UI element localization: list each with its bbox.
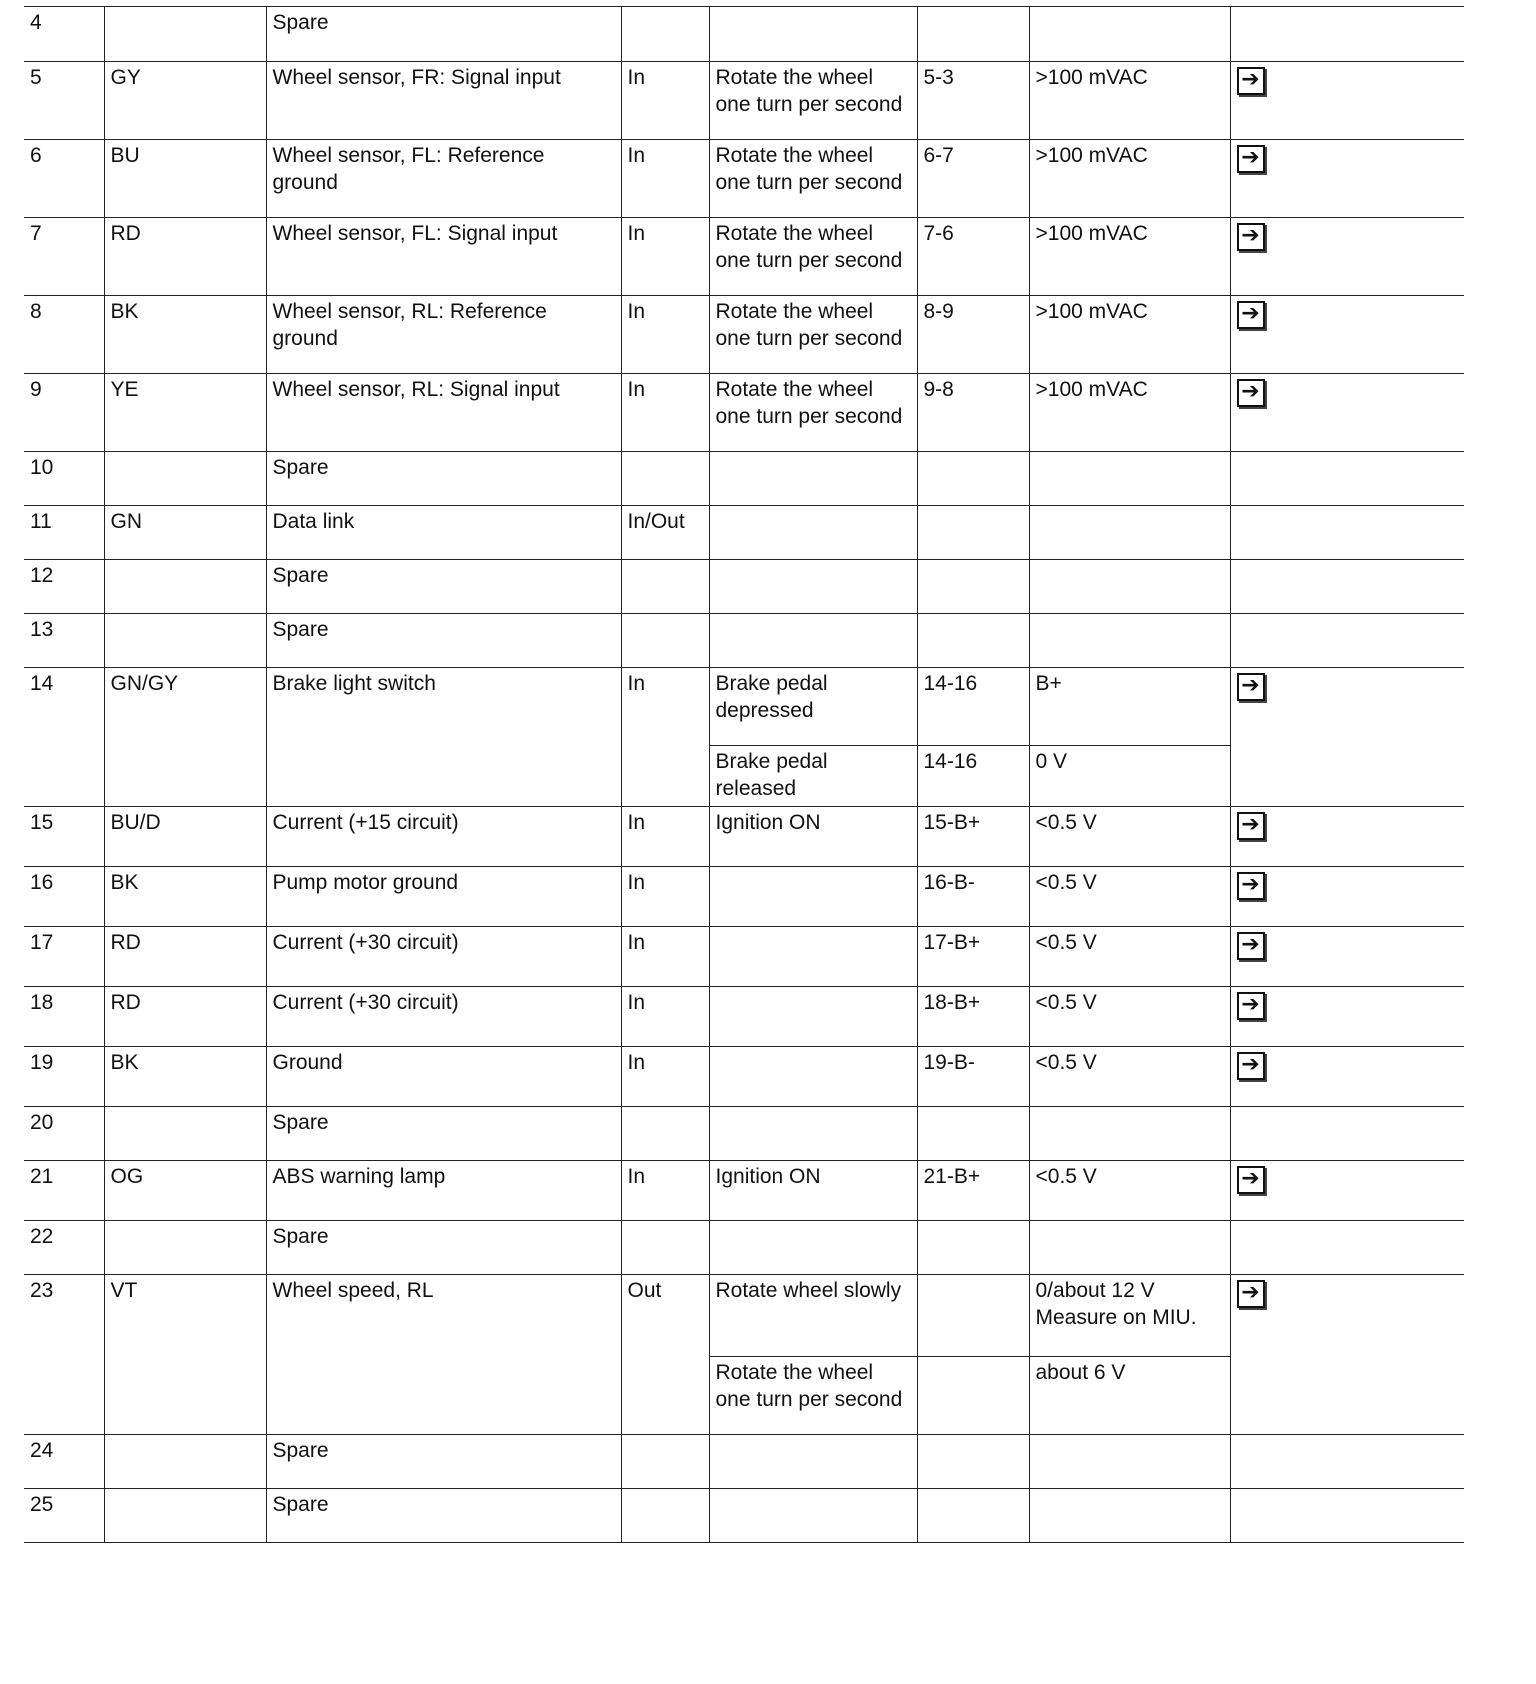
arrow-right-icon[interactable]: ➔ bbox=[1237, 145, 1265, 173]
function-cell: Spare bbox=[266, 7, 621, 62]
arrow-right-icon[interactable]: ➔ bbox=[1237, 1052, 1265, 1080]
arrow-right-icon[interactable]: ➔ bbox=[1237, 992, 1265, 1020]
table-row bbox=[24, 1047, 1464, 1107]
pin-number-cell: 25 bbox=[24, 1489, 104, 1543]
wire-color-cell bbox=[104, 614, 266, 668]
measure-points-cell: 14-16 bbox=[917, 668, 1029, 746]
value-cell: <0.5 V bbox=[1029, 867, 1230, 927]
pin-table-page bbox=[24, 6, 1464, 1543]
direction-cell bbox=[621, 7, 709, 62]
table-row bbox=[24, 927, 1464, 987]
function-cell: Spare bbox=[266, 1435, 621, 1489]
function-cell: ABS warning lamp bbox=[266, 1161, 621, 1221]
condition-cell: Rotate wheel slowly bbox=[709, 1275, 917, 1357]
arrow-right-icon[interactable]: ➔ bbox=[1237, 301, 1265, 329]
direction-cell: In bbox=[621, 927, 709, 987]
measure-points-cell bbox=[917, 506, 1029, 560]
condition-cell: Rotate the wheel one turn per second bbox=[709, 62, 917, 140]
direction-cell: In bbox=[621, 374, 709, 452]
value-cell bbox=[1029, 560, 1230, 614]
measure-points-cell: 14-16 bbox=[917, 746, 1029, 807]
pin-number-cell: 7 bbox=[24, 218, 104, 296]
reference-cell bbox=[1230, 452, 1464, 506]
value-cell bbox=[1029, 1221, 1230, 1275]
reference-cell bbox=[1230, 1489, 1464, 1543]
wire-color-cell: BK bbox=[104, 1047, 266, 1107]
function-cell: Wheel speed, RL bbox=[266, 1275, 621, 1435]
condition-cell bbox=[709, 1221, 917, 1275]
condition-cell: Brake pedal depressed bbox=[709, 668, 917, 746]
table-row bbox=[24, 1275, 1464, 1357]
table-row bbox=[24, 614, 1464, 668]
measure-points-cell: 8-9 bbox=[917, 296, 1029, 374]
function-cell: Current (+15 circuit) bbox=[266, 807, 621, 867]
table-row bbox=[24, 62, 1464, 140]
direction-cell bbox=[621, 1221, 709, 1275]
function-cell: Spare bbox=[266, 452, 621, 506]
function-cell: Spare bbox=[266, 560, 621, 614]
reference-cell bbox=[1230, 560, 1464, 614]
direction-cell: In bbox=[621, 140, 709, 218]
reference-cell bbox=[1230, 374, 1464, 452]
reference-cell bbox=[1230, 614, 1464, 668]
wire-color-cell: BU/D bbox=[104, 807, 266, 867]
condition-cell: Brake pedal released bbox=[709, 746, 917, 807]
measure-points-cell bbox=[917, 1275, 1029, 1357]
direction-cell bbox=[621, 614, 709, 668]
reference-cell bbox=[1230, 62, 1464, 140]
measure-points-cell: 18-B+ bbox=[917, 987, 1029, 1047]
value-cell bbox=[1029, 506, 1230, 560]
wire-color-cell bbox=[104, 1435, 266, 1489]
wire-color-cell bbox=[104, 7, 266, 62]
condition-cell: Rotate the wheel one turn per second bbox=[709, 140, 917, 218]
measure-points-cell bbox=[917, 614, 1029, 668]
value-cell: <0.5 V bbox=[1029, 807, 1230, 867]
condition-cell bbox=[709, 614, 917, 668]
table-row bbox=[24, 140, 1464, 218]
value-cell: >100 mVAC bbox=[1029, 140, 1230, 218]
direction-cell: In bbox=[621, 807, 709, 867]
value-cell: 0/about 12 V Measure on MIU. bbox=[1029, 1275, 1230, 1357]
condition-cell: Rotate the wheel one turn per second bbox=[709, 374, 917, 452]
measure-points-cell: 21-B+ bbox=[917, 1161, 1029, 1221]
measure-points-cell: 17-B+ bbox=[917, 927, 1029, 987]
measure-points-cell: 15-B+ bbox=[917, 807, 1029, 867]
condition-cell bbox=[709, 452, 917, 506]
condition-cell: Ignition ON bbox=[709, 1161, 917, 1221]
value-cell bbox=[1029, 7, 1230, 62]
function-cell: Wheel sensor, FR: Signal input bbox=[266, 62, 621, 140]
value-cell: <0.5 V bbox=[1029, 1161, 1230, 1221]
arrow-right-icon[interactable]: ➔ bbox=[1237, 223, 1265, 251]
reference-cell bbox=[1230, 218, 1464, 296]
function-cell: Wheel sensor, FL: Reference ground bbox=[266, 140, 621, 218]
table-row bbox=[24, 1435, 1464, 1489]
wire-color-cell bbox=[104, 1489, 266, 1543]
arrow-right-icon[interactable]: ➔ bbox=[1237, 673, 1265, 701]
arrow-right-icon[interactable]: ➔ bbox=[1237, 67, 1265, 95]
function-cell: Spare bbox=[266, 1489, 621, 1543]
pin-number-cell: 10 bbox=[24, 452, 104, 506]
reference-cell bbox=[1230, 140, 1464, 218]
table-row bbox=[24, 1489, 1464, 1543]
reference-cell bbox=[1230, 1275, 1464, 1435]
pin-number-cell: 9 bbox=[24, 374, 104, 452]
condition-cell: Ignition ON bbox=[709, 807, 917, 867]
direction-cell bbox=[621, 1489, 709, 1543]
value-cell bbox=[1029, 1435, 1230, 1489]
value-cell: <0.5 V bbox=[1029, 927, 1230, 987]
value-cell bbox=[1029, 452, 1230, 506]
condition-cell: Rotate the wheel one turn per second bbox=[709, 1357, 917, 1435]
pin-number-cell: 8 bbox=[24, 296, 104, 374]
direction-cell: In bbox=[621, 1047, 709, 1107]
reference-cell bbox=[1230, 807, 1464, 867]
measure-points-cell bbox=[917, 1357, 1029, 1435]
pin-number-cell: 11 bbox=[24, 506, 104, 560]
measure-points-cell bbox=[917, 560, 1029, 614]
condition-cell bbox=[709, 1435, 917, 1489]
wire-color-cell: GY bbox=[104, 62, 266, 140]
wire-color-cell: GN bbox=[104, 506, 266, 560]
arrow-right-icon[interactable]: ➔ bbox=[1237, 812, 1265, 840]
measure-points-cell: 16-B- bbox=[917, 867, 1029, 927]
wire-color-cell: YE bbox=[104, 374, 266, 452]
wire-color-cell: RD bbox=[104, 927, 266, 987]
direction-cell: In bbox=[621, 1161, 709, 1221]
pin-number-cell: 22 bbox=[24, 1221, 104, 1275]
table-row bbox=[24, 452, 1464, 506]
wire-color-cell bbox=[104, 560, 266, 614]
condition-cell bbox=[709, 506, 917, 560]
measure-points-cell: 7-6 bbox=[917, 218, 1029, 296]
wire-color-cell: RD bbox=[104, 218, 266, 296]
reference-cell bbox=[1230, 1107, 1464, 1161]
condition-cell: Rotate the wheel one turn per second bbox=[709, 218, 917, 296]
table-row bbox=[24, 560, 1464, 614]
measure-points-cell bbox=[917, 1435, 1029, 1489]
value-cell bbox=[1029, 1489, 1230, 1543]
wire-color-cell: BK bbox=[104, 867, 266, 927]
pin-number-cell: 20 bbox=[24, 1107, 104, 1161]
table-row bbox=[24, 1221, 1464, 1275]
arrow-right-icon[interactable]: ➔ bbox=[1237, 872, 1265, 900]
reference-cell bbox=[1230, 987, 1464, 1047]
value-cell bbox=[1029, 1107, 1230, 1161]
measure-points-cell bbox=[917, 1107, 1029, 1161]
arrow-right-icon[interactable]: ➔ bbox=[1237, 932, 1265, 960]
direction-cell: In/Out bbox=[621, 506, 709, 560]
pin-number-cell: 17 bbox=[24, 927, 104, 987]
wire-color-cell: GN/GY bbox=[104, 668, 266, 807]
wire-color-cell bbox=[104, 1107, 266, 1161]
value-cell: >100 mVAC bbox=[1029, 62, 1230, 140]
reference-cell bbox=[1230, 867, 1464, 927]
condition-cell bbox=[709, 927, 917, 987]
measure-points-cell: 19-B- bbox=[917, 1047, 1029, 1107]
pin-number-cell: 5 bbox=[24, 62, 104, 140]
pin-number-cell: 16 bbox=[24, 867, 104, 927]
condition-cell bbox=[709, 1107, 917, 1161]
direction-cell: In bbox=[621, 218, 709, 296]
measure-points-cell: 9-8 bbox=[917, 374, 1029, 452]
pin-number-cell: 12 bbox=[24, 560, 104, 614]
function-cell: Wheel sensor, RL: Reference ground bbox=[266, 296, 621, 374]
condition-cell bbox=[709, 7, 917, 62]
wire-color-cell: VT bbox=[104, 1275, 266, 1435]
direction-cell: In bbox=[621, 62, 709, 140]
function-cell: Wheel sensor, FL: Signal input bbox=[266, 218, 621, 296]
pin-number-cell: 21 bbox=[24, 1161, 104, 1221]
table-row bbox=[24, 296, 1464, 374]
measure-points-cell bbox=[917, 1221, 1029, 1275]
reference-cell bbox=[1230, 1161, 1464, 1221]
pin-number-cell: 24 bbox=[24, 1435, 104, 1489]
table-row bbox=[24, 374, 1464, 452]
pin-number-cell: 4 bbox=[24, 7, 104, 62]
arrow-right-icon[interactable]: ➔ bbox=[1237, 1166, 1265, 1194]
table-row bbox=[24, 867, 1464, 927]
function-cell: Current (+30 circuit) bbox=[266, 927, 621, 987]
condition-cell bbox=[709, 987, 917, 1047]
measure-points-cell bbox=[917, 1489, 1029, 1543]
wire-color-cell: BU bbox=[104, 140, 266, 218]
reference-cell bbox=[1230, 668, 1464, 807]
measure-points-cell: 5-3 bbox=[917, 62, 1029, 140]
direction-cell: In bbox=[621, 668, 709, 807]
function-cell: Brake light switch bbox=[266, 668, 621, 807]
reference-cell bbox=[1230, 296, 1464, 374]
measure-points-cell: 6-7 bbox=[917, 140, 1029, 218]
pin-number-cell: 19 bbox=[24, 1047, 104, 1107]
wire-color-cell bbox=[104, 1221, 266, 1275]
wire-color-cell: OG bbox=[104, 1161, 266, 1221]
value-cell: B+ bbox=[1029, 668, 1230, 746]
wire-color-cell: RD bbox=[104, 987, 266, 1047]
pin-number-cell: 14 bbox=[24, 668, 104, 807]
value-cell bbox=[1029, 614, 1230, 668]
value-cell: >100 mVAC bbox=[1029, 374, 1230, 452]
pin-number-cell: 15 bbox=[24, 807, 104, 867]
reference-cell bbox=[1230, 1435, 1464, 1489]
function-cell: Spare bbox=[266, 1107, 621, 1161]
pin-table bbox=[24, 6, 1464, 1543]
condition-cell: Rotate the wheel one turn per second bbox=[709, 296, 917, 374]
arrow-right-icon[interactable]: ➔ bbox=[1237, 379, 1265, 407]
value-cell: <0.5 V bbox=[1029, 1047, 1230, 1107]
function-cell: Pump motor ground bbox=[266, 867, 621, 927]
direction-cell: In bbox=[621, 867, 709, 927]
pin-number-cell: 18 bbox=[24, 987, 104, 1047]
reference-cell bbox=[1230, 1047, 1464, 1107]
value-cell: 0 V bbox=[1029, 746, 1230, 807]
direction-cell: Out bbox=[621, 1275, 709, 1435]
reference-cell bbox=[1230, 7, 1464, 62]
table-row bbox=[24, 807, 1464, 867]
direction-cell bbox=[621, 560, 709, 614]
pin-number-cell: 13 bbox=[24, 614, 104, 668]
reference-cell bbox=[1230, 506, 1464, 560]
table-row bbox=[24, 987, 1464, 1047]
arrow-right-icon[interactable]: ➔ bbox=[1237, 1280, 1265, 1308]
table-row bbox=[24, 218, 1464, 296]
condition-cell bbox=[709, 867, 917, 927]
pin-number-cell: 6 bbox=[24, 140, 104, 218]
function-cell: Spare bbox=[266, 1221, 621, 1275]
table-row bbox=[24, 668, 1464, 746]
condition-cell bbox=[709, 1047, 917, 1107]
direction-cell: In bbox=[621, 296, 709, 374]
function-cell: Wheel sensor, RL: Signal input bbox=[266, 374, 621, 452]
value-cell: >100 mVAC bbox=[1029, 296, 1230, 374]
reference-cell bbox=[1230, 1221, 1464, 1275]
direction-cell: In bbox=[621, 987, 709, 1047]
function-cell: Data link bbox=[266, 506, 621, 560]
pin-table-body bbox=[24, 7, 1464, 1543]
direction-cell bbox=[621, 452, 709, 506]
table-row bbox=[24, 1161, 1464, 1221]
direction-cell bbox=[621, 1107, 709, 1161]
function-cell: Current (+30 circuit) bbox=[266, 987, 621, 1047]
pin-number-cell: 23 bbox=[24, 1275, 104, 1435]
table-row bbox=[24, 506, 1464, 560]
condition-cell bbox=[709, 560, 917, 614]
measure-points-cell bbox=[917, 7, 1029, 62]
table-row bbox=[24, 1107, 1464, 1161]
reference-cell bbox=[1230, 927, 1464, 987]
value-cell: about 6 V bbox=[1029, 1357, 1230, 1435]
value-cell: <0.5 V bbox=[1029, 987, 1230, 1047]
condition-cell bbox=[709, 1489, 917, 1543]
table-row bbox=[24, 7, 1464, 62]
function-cell: Ground bbox=[266, 1047, 621, 1107]
wire-color-cell bbox=[104, 452, 266, 506]
value-cell: >100 mVAC bbox=[1029, 218, 1230, 296]
wire-color-cell: BK bbox=[104, 296, 266, 374]
measure-points-cell bbox=[917, 452, 1029, 506]
function-cell: Spare bbox=[266, 614, 621, 668]
direction-cell bbox=[621, 1435, 709, 1489]
